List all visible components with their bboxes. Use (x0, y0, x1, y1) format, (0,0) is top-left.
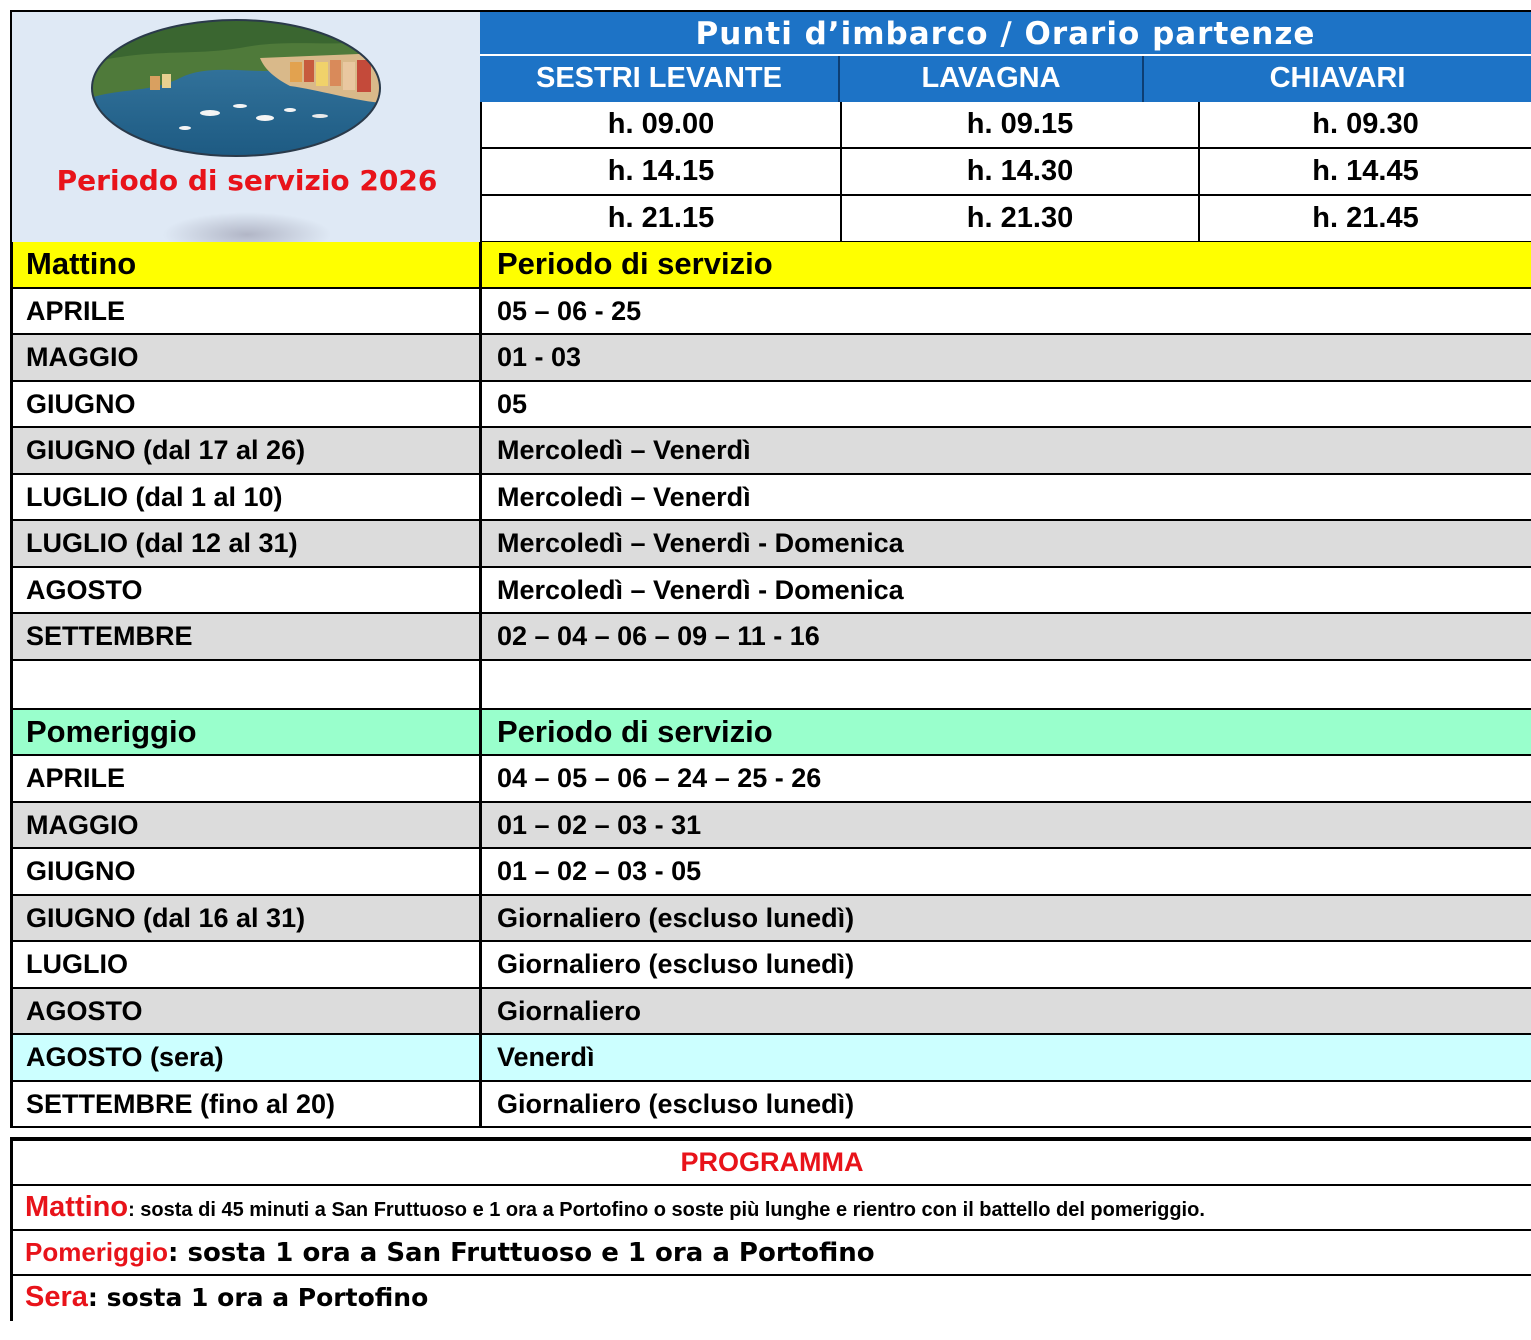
empty-cell (482, 661, 1531, 708)
schedule-sheet (10, 10, 1531, 1340)
dates-cell: 05 – 06 - 25 (497, 295, 642, 326)
programma-sera (13, 1276, 1531, 1321)
month-cell: SETTEMBRE (13, 614, 482, 659)
time-cell: h. 09.15 (840, 102, 1198, 147)
table-row (13, 568, 1531, 615)
period-title: Periodo di servizio 2026 (56, 164, 438, 197)
page-title: Punti d’imbarco / Orario partenze (480, 10, 1531, 54)
dates-cell: Mercoledì – Venerdì - Domenica (497, 574, 904, 605)
empty-cell (13, 661, 482, 708)
table-row (13, 1082, 1531, 1129)
month-cell: LUGLIO (dal 1 al 10) (13, 475, 482, 520)
dates-cell: Venerdì (497, 1042, 595, 1072)
month-cell: LUGLIO (13, 942, 482, 987)
portofino-harbor-image (90, 18, 382, 158)
time-cell: h. 14.15 (480, 149, 840, 194)
month-cell: AGOSTO (13, 989, 482, 1034)
programma-pomeriggio (13, 1231, 1531, 1276)
dates-cell: Mercoledì – Venerdì (497, 435, 751, 465)
time-cell: h. 09.00 (480, 102, 840, 147)
table-row (13, 989, 1531, 1036)
table-row (13, 289, 1531, 336)
month-cell: MAGGIO (13, 803, 482, 848)
ports-header-row (480, 54, 1531, 102)
table-row (13, 849, 1531, 896)
dates-cell: 01 - 03 (497, 342, 582, 372)
programma-sera-label: Sera (25, 1281, 88, 1313)
month-cell: LUGLIO (dal 12 al 31) (13, 521, 482, 566)
times-row (480, 196, 1531, 243)
table-row (13, 428, 1531, 475)
table-row (13, 382, 1531, 429)
programma-sera-text: : sosta 1 ora a Portofino (87, 1283, 429, 1312)
dates-cell: 02 – 04 – 06 – 09 – 11 - 16 (497, 621, 820, 651)
month-cell: GIUGNO (dal 17 al 26) (13, 428, 482, 473)
times-row (480, 149, 1531, 196)
pomeriggio-col-header: Periodo di servizio (497, 713, 773, 749)
service-schedule-table (10, 242, 1531, 1128)
mattino-col-header: Periodo di servizio (497, 246, 773, 281)
month-cell: APRILE (13, 756, 482, 801)
mattino-label: Mattino (13, 242, 482, 287)
time-cell: h. 09.30 (1198, 102, 1531, 147)
table-row (13, 614, 1531, 661)
port-sestri-levante: SESTRI LEVANTE (536, 62, 782, 94)
time-cell: h. 21.30 (840, 196, 1198, 241)
month-cell: AGOSTO (13, 568, 482, 613)
dates-cell: 05 (497, 388, 528, 419)
table-row (13, 521, 1531, 568)
time-cell: h. 21.15 (480, 196, 840, 241)
mattino-header-row (13, 242, 1531, 289)
table-row (13, 942, 1531, 989)
month-cell: GIUGNO (dal 16 al 31) (13, 896, 482, 941)
month-cell: AGOSTO (sera) (13, 1035, 482, 1080)
departure-times (480, 102, 1531, 243)
table-row (13, 335, 1531, 382)
table-row (13, 475, 1531, 522)
dates-cell: 04 – 05 – 06 – 24 – 25 - 26 (497, 763, 822, 793)
programma-mattino-text: : sosta di 45 minuti a San Fruttuoso e 1 ora a Portofino o soste più lunghe e rientro con il battello del pomeriggio. (128, 1199, 1205, 1221)
month-cell: MAGGIO (13, 335, 482, 380)
month-cell: GIUGNO (13, 382, 482, 427)
dates-cell: 01 – 02 – 03 - 31 (497, 809, 702, 840)
port-chiavari: CHIAVARI (1142, 56, 1531, 102)
decorative-shadow (162, 212, 332, 242)
table-row (13, 896, 1531, 943)
programma-mattino-label: Mattino (25, 1191, 129, 1223)
month-cell: SETTEMBRE (fino al 20) (13, 1082, 482, 1127)
programma-mattino (13, 1186, 1531, 1231)
pomeriggio-header-row (13, 710, 1531, 757)
dates-cell: Giornaliero (escluso lunedì) (497, 949, 855, 979)
times-row (480, 102, 1531, 149)
time-cell: h. 21.45 (1198, 196, 1531, 241)
dates-cell: Mercoledì – Venerdì (497, 481, 751, 512)
dates-cell: Mercoledì – Venerdì - Domenica (497, 528, 904, 558)
programma-pomeriggio-label: Pomeriggio (25, 1237, 169, 1267)
month-cell: GIUGNO (13, 849, 482, 894)
programma-pomeriggio-text: : sosta 1 ora a San Fruttuoso e 1 ora a Portofino (168, 1238, 875, 1268)
dates-cell: Giornaliero (escluso lunedì) (497, 1088, 855, 1119)
dates-cell: Giornaliero (escluso lunedì) (497, 902, 855, 933)
time-cell: h. 14.30 (840, 149, 1198, 194)
header-photo-panel (10, 10, 480, 242)
dates-cell: 01 – 02 – 03 - 05 (497, 856, 702, 886)
time-cell: h. 14.45 (1198, 149, 1531, 194)
table-row (13, 803, 1531, 850)
programma-title: PROGRAMMA (13, 1141, 1531, 1186)
spacer-row (13, 661, 1531, 710)
month-cell: APRILE (13, 289, 482, 334)
table-row (13, 1035, 1531, 1082)
pomeriggio-label: Pomeriggio (13, 710, 482, 755)
port-lavagna: LAVAGNA (838, 56, 1142, 102)
table-row (13, 756, 1531, 803)
dates-cell: Giornaliero (497, 995, 642, 1026)
programma-section (10, 1137, 1531, 1321)
